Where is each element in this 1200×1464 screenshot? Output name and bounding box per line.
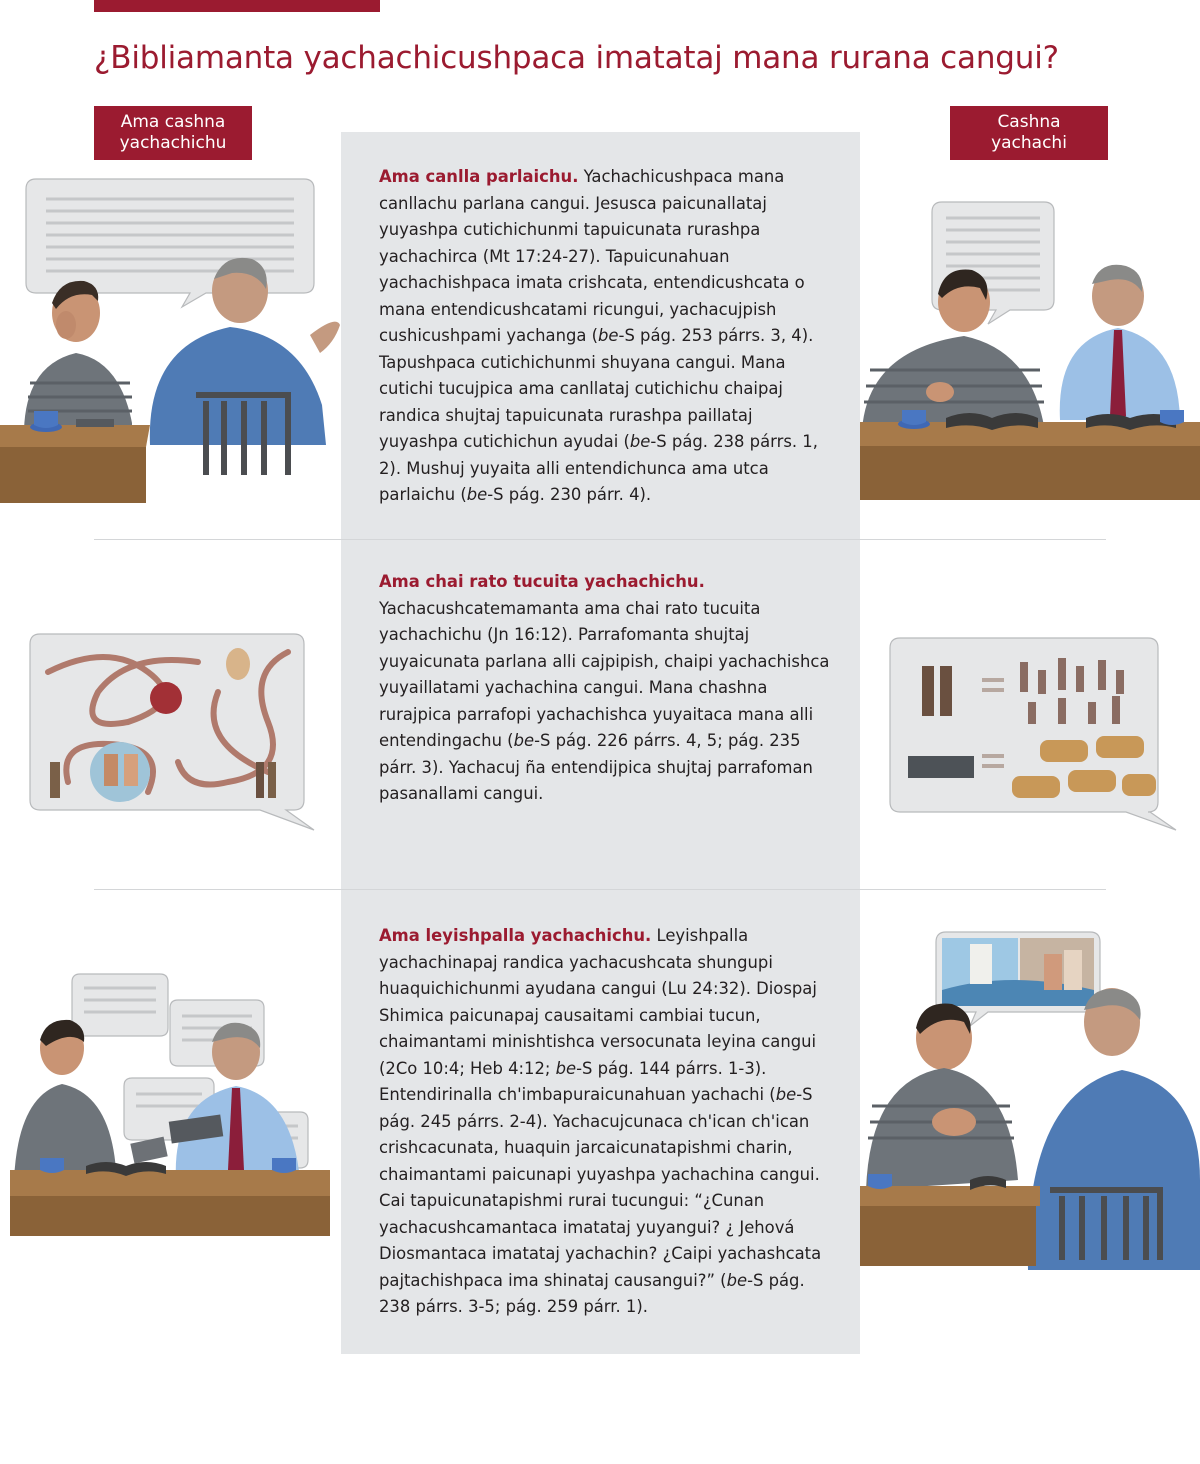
section-divider-2 <box>94 889 1106 890</box>
section-1-lead: Ama canlla parlaichu. <box>379 167 579 186</box>
section-2-lead: Ama chai rato tucuita yachachichu. <box>379 572 705 591</box>
section-1-body-d: -S pág. 230 párr. 4). <box>487 485 652 504</box>
fruit-icon <box>150 682 182 714</box>
label-do-line2: yachachi <box>991 133 1067 153</box>
section-1-ref-2: be <box>629 432 651 451</box>
illustration-one-idea <box>888 636 1178 832</box>
label-do <box>950 106 1108 160</box>
bubble-text-lines <box>46 199 294 271</box>
section-2-ref-1: be <box>513 731 535 750</box>
section-3-text <box>379 923 831 1321</box>
label-dont <box>94 106 252 160</box>
section-3-body-a: Leyishpalla yachachinapaj randica yachacushcata shungupi huaquichichunmi ayudana cangui (Lu 24:32). Diospaj Shimica paicunapaj causaitami cambiai tucun, chaimantami minishtishca versocunata leyina cangui (2Co 10:4; Heb 4:12; <box>379 926 817 1078</box>
label-dont-line1: Ama cashna <box>120 112 226 132</box>
section-3-lead: Ama leyishpalla yachachichu. <box>379 926 652 945</box>
section-3-body-b: -S pág. 144 párrs. 1-3). Entendirinalla ch'imbapuraicunahuan yachachi ( <box>379 1058 776 1104</box>
section-1-ref-1: be <box>598 326 619 345</box>
figure-icon <box>226 648 250 680</box>
section-3-ref-2: be <box>775 1085 797 1104</box>
couple-scene-icon <box>90 742 150 802</box>
illustration-too-many-ideas <box>28 632 318 832</box>
section-2-text <box>379 569 831 808</box>
section-divider-1 <box>94 539 1106 540</box>
section-1-body-c: -S pág. 238 párrs. 1, 2). Mushuj yuyaita alli entendichunca ama utca parlaichu ( <box>379 432 818 504</box>
label-dont-line2: yachachichu <box>119 133 227 153</box>
section-3-body-d: -S pág. 238 párrs. 3-5; pág. 259 párr. 1). <box>379 1270 805 1316</box>
illustration-talking-too-much <box>0 175 340 505</box>
section-3-ref-1: be <box>555 1058 577 1078</box>
section-3-body-c: -S pág. 245 párrs. 2-4). Yachacujcunaca ch'ican ch'ican crishcacunata, huaquin jarcaicunatapishmi charin, chaimantami paicunapi yuyashpa yachachina cangui. Cai tapuicunatapishmi rurai tucungui: “¿Cunan yachacushcamantaca imatataj yuyangui? ¿ Jehová Diosmantaca imatataj yachachin? ¿Caipi yachashcata pajtachishpaca ima shinataj causangui?” ( <box>379 1085 822 1290</box>
section-2-body-a: Yachacushcatemamanta ama chai rato tucuita yachachichu (Jn 16:12). Parrafomanta shujtaj yuyaicunata parlana alli cajpipish, chaipi yachachishca yuyaillatami yachachina cangui. Mana chashna rurajpica parrafopi yachachishca yuyaitaca mana alli entendingachu ( <box>379 598 830 750</box>
section-3-ref-3: be <box>726 1270 748 1290</box>
illustration-reaching-heart <box>860 930 1200 1270</box>
illustration-reading-only <box>0 970 340 1240</box>
section-1-ref-3: be <box>466 485 488 504</box>
trough-icon <box>908 756 974 778</box>
section-1-body-b: -S pág. 253 párrs. 3, 4). Tapushpaca cutichichunmi shuyana cangui. Mana cutichi tucujpica ama canllataj cutichichu chaipaj randica shujtaj tapuicunata rurashpa paillataj yuyashpa cutichichun ayudai ( <box>379 326 814 451</box>
label-do-line1: Cashna <box>997 112 1061 132</box>
illustration-asking-questions <box>860 200 1200 500</box>
page-title: ¿Bibliamanta yachachicushpaca imatataj mana rurana cangui? <box>94 40 1059 76</box>
section-2-body-b: -S pág. 226 párrs. 4, 5; pág. 235 párr. 3). Yachacuj ña entendijpica shujtaj parrafoman pasanallami cangui. <box>379 731 813 803</box>
section-1-text <box>379 164 831 509</box>
top-accent-bar <box>94 0 380 12</box>
section-1-body-a: Yachachicushpaca mana canllachu parlana cangui. Jesusca paicunallataj yuyashpa cutichichunmi tapuicunata rurashpa yachachirca (Mt 17:24-27). Tapuicunahuan yachachishpaca imata crishcata, entendicushcata o mana entendicushcatami ricungui, yachacujpish cushicushpami yachanga ( <box>379 167 805 345</box>
